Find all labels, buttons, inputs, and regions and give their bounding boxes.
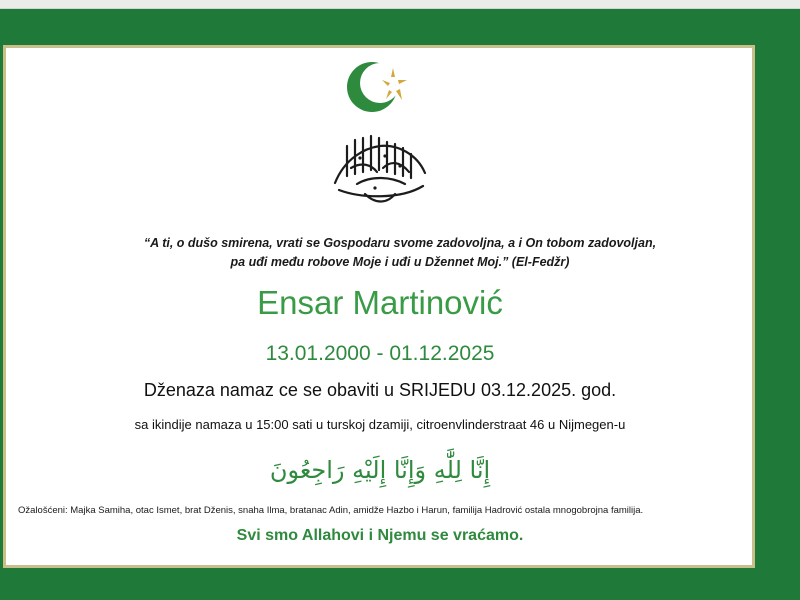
quran-quote-line1: “A ti, o dušo smirena, vrati se Gospodaru svome zadovoljna, a i On tobom zadovoljan, — [143, 236, 657, 250]
arabic-verse: إِنَّا لِلَّٰهِ وَإِنَّا إِلَيْهِ رَاجِعُونَ — [269, 456, 491, 484]
arabic-calligraphy-emblem — [325, 128, 435, 210]
top-strip — [0, 0, 800, 9]
mourners-list: Ožalošćeni: Majka Samiha, otac Ismet, brat Dženis, snaha Ilma, bratanac Adin, amidže Hazbo i Harun, familija Hadrović ostala mnogobrojna familija. — [18, 505, 644, 516]
janaza-location: sa ikindije namaza u 15:00 sati u turskoj dzamiji, citroenvlinderstraat 46 u Nijmegen-u — [134, 417, 626, 432]
life-dates: 13.01.2000 - 01.12.2025 — [265, 342, 495, 365]
crescent-star-icon — [345, 60, 415, 114]
janaza-announcement: Dženaza namaz ce se obaviti u SRIJEDU 03.12.2025. god. — [143, 380, 617, 400]
quran-quote-line2: pa uđi među robove Moje i uđi u Džennet Moj.” (El-Fedžr) — [230, 255, 570, 269]
closing-phrase: Svi smo Allahovi i Njemu se vraćamo. — [236, 527, 524, 544]
deceased-name: Ensar Martinović — [257, 284, 503, 321]
